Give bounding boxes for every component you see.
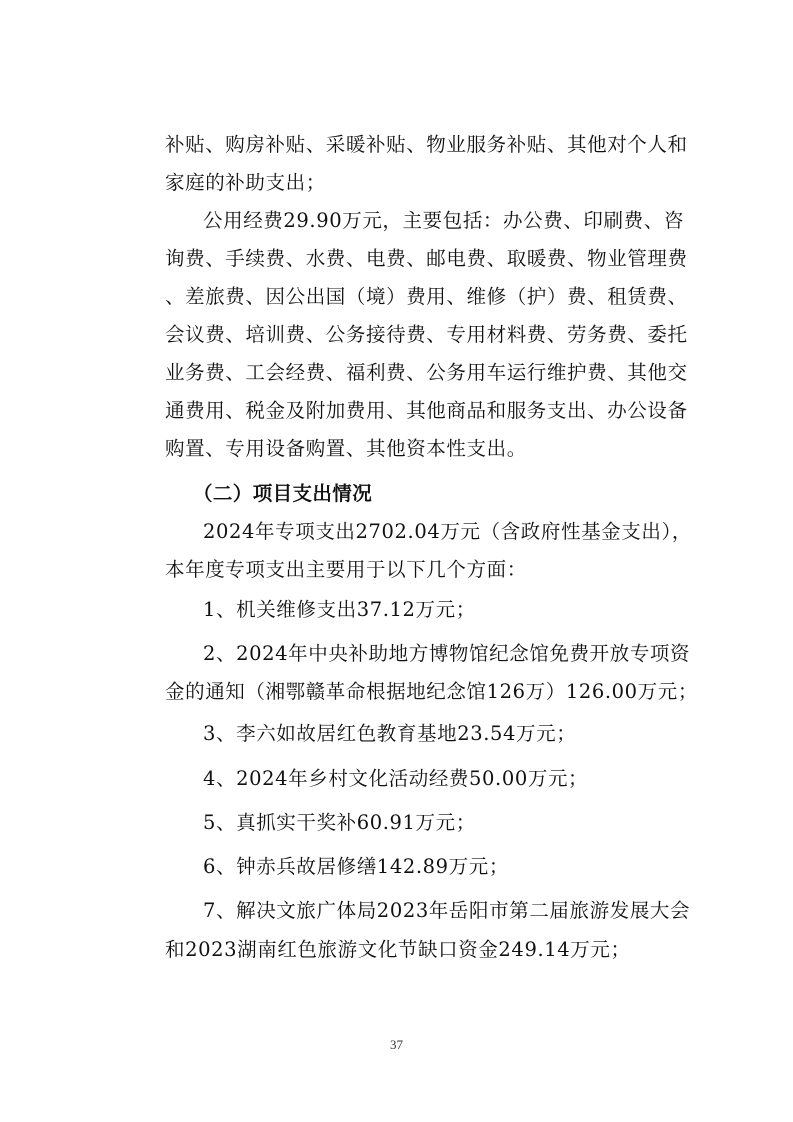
page-number: 37 [390, 1037, 403, 1052]
text-line: 补贴、购房补贴、采暖补贴、物业服务补贴、其他对个人和 [165, 133, 688, 156]
list-item: 6、钟赤兵故居修缮142.89万元； [203, 855, 509, 878]
text-line: 通费用、税金及附加费用、其他商品和服务支出、办公设备 [165, 399, 688, 422]
text-line: 会议费、培训费、公务接待费、专用材料费、劳务费、委托 [165, 323, 688, 346]
text-line: 、差旅费、因公出国（境）费用、维修（护）费、租赁费、 [165, 285, 688, 308]
text-line: 业务费、工会经费、福利费、公务用车运行维护费、其他交 [165, 361, 688, 384]
text-line: 金的通知（湘鄂赣革命根据地纪念馆126万）126.00万元； [165, 680, 698, 703]
text-line: 家庭的补助支出； [165, 171, 326, 194]
text-line: 询费、手续费、水费、电费、邮电费、取暖费、物业管理费 [165, 247, 688, 270]
list-item: 4、2024年乡村文化活动经费50.00万元； [203, 767, 589, 790]
text-line: 公用经费29.90万元，主要包括：办公费、印刷费、咨 [203, 209, 684, 232]
text-line: 购置、专用设备购置、其他资本性支出。 [165, 437, 527, 460]
section-heading: （二）项目支出情况 [193, 482, 373, 505]
list-item: 1、机关维修支出37.12万元； [203, 598, 476, 621]
text-line: 本年度专项支出主要用于以下几个方面： [165, 558, 527, 581]
list-item: 2、2024年中央补助地方博物馆纪念馆免费开放专项资 [203, 642, 691, 665]
text-line: 和2023湖南红色旅游文化节缺口资金249.14万元； [165, 938, 631, 961]
text-line: 2024年专项支出2702.04万元（含政府性基金支出）， [203, 520, 692, 543]
list-item: 5、真抓实干奖补60.91万元； [203, 811, 476, 834]
list-item: 3、李六如故居红色教育基地23.54万元； [203, 722, 577, 745]
list-item: 7、解决文旅广体局2023年岳阳市第二届旅游发展大会 [203, 899, 691, 922]
